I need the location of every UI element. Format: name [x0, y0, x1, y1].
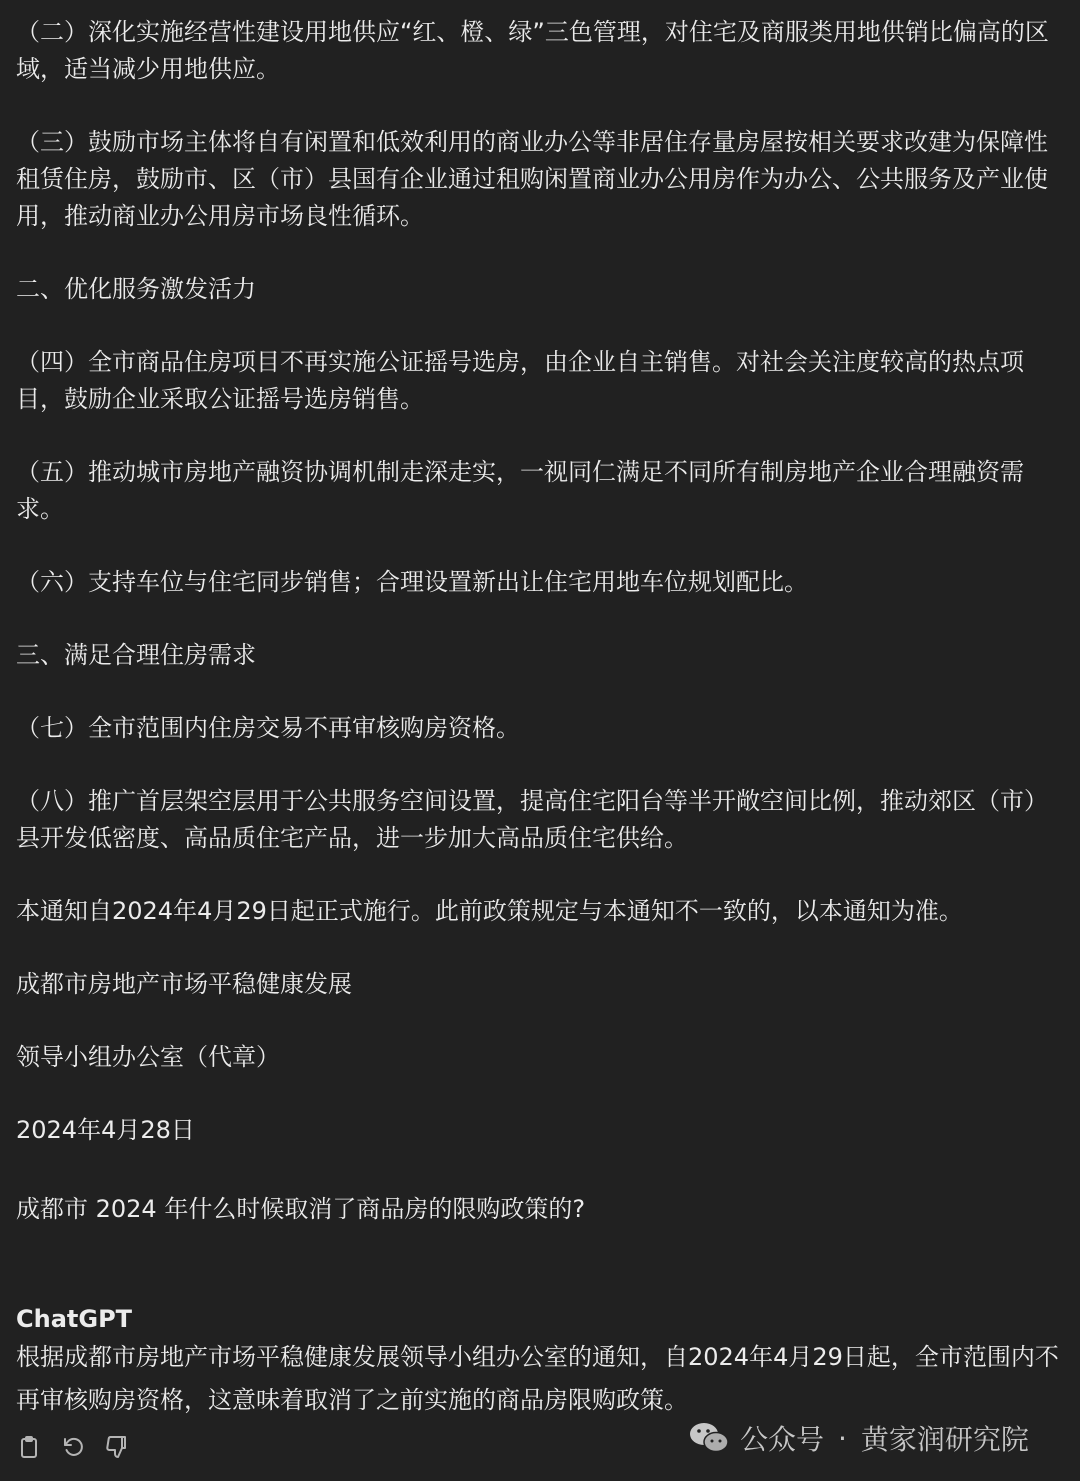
assistant-answer: 根据成都市房地产市场平稳健康发展领导小组办公室的通知，自2024年4月29日起，全市范围内不再审核购房资格，这意味着取消了之前实施的商品房限购政策。 [16, 1343, 1059, 1414]
clipboard-icon [17, 1435, 41, 1459]
paragraph-2: （三）鼓励市场主体将自有闲置和低效利用的商业办公等非居住存量房屋按相关要求改建为保障性租赁住房，鼓励市、区（市）县国有企业通过租购闲置商业办公用房作为办公、公共服务及产业使用，推动商业办公用房市场良性循环。 [16, 128, 1048, 230]
assistant-name: ChatGPT [16, 1305, 133, 1333]
watermark [688, 1418, 1029, 1458]
paragraph-6: （六）支持车位与住宅同步销售；合理设置新出让住宅用地车位规划配比。 [16, 568, 808, 596]
regenerate-icon [61, 1435, 85, 1459]
watermark-name: 黄家润研究院 [860, 1423, 1029, 1456]
wechat-icon [688, 1420, 730, 1456]
section-heading-2: 二、优化服务激发活力 [16, 275, 256, 303]
regenerate-button[interactable] [60, 1432, 86, 1462]
thumbs-down-button[interactable] [104, 1432, 130, 1462]
paragraph-8: （八）推广首层架空层用于公共服务空间设置，提高住宅阳台等半开敞空间比例，推动郊区（市）县开发低密度、高品质住宅产品，进一步加大高品质住宅供给。 [16, 787, 1048, 852]
section-heading-3: 三、满足合理住房需求 [16, 641, 256, 669]
user-question: 成都市 2024 年什么时候取消了商品房的限购政策的? [16, 1195, 586, 1223]
copy-button[interactable] [16, 1432, 42, 1462]
watermark-label: 公众号 [740, 1423, 825, 1456]
thumbs-down-icon [105, 1435, 129, 1459]
assistant-message [16, 1302, 1072, 1422]
paragraph-4: （四）全市商品住房项目不再实施公证摇号选房，由企业自主销售。对社会关注度较高的热点项目，鼓励企业采取公证摇号选房销售。 [16, 348, 1024, 413]
paragraph-1: （二）深化实施经营性建设用地供应“红、橙、绿”三色管理，对住宅及商服类用地供销比偏高的区域，适当减少用地供应。 [16, 18, 1049, 83]
paragraph-5: （五）推动城市房地产融资协调机制走深走实，一视同仁满足不同所有制房地产企业合理融资需求。 [16, 458, 1024, 523]
issuer-line-2: 领导小组办公室（代章） [16, 1043, 280, 1071]
paragraph-7: （七）全市范围内住房交易不再审核购房资格。 [16, 714, 520, 742]
issue-date: 2024年4月28日 [16, 1116, 195, 1144]
issuer-line-1: 成都市房地产市场平稳健康发展 [16, 970, 352, 998]
message-actions [16, 1432, 130, 1462]
watermark-separator: · [838, 1421, 847, 1455]
user-message-content [16, 14, 1068, 1185]
effective-date-paragraph: 本通知自2024年4月29日起正式施行。此前政策规定与本通知不一致的，以本通知为准。 [16, 897, 963, 925]
